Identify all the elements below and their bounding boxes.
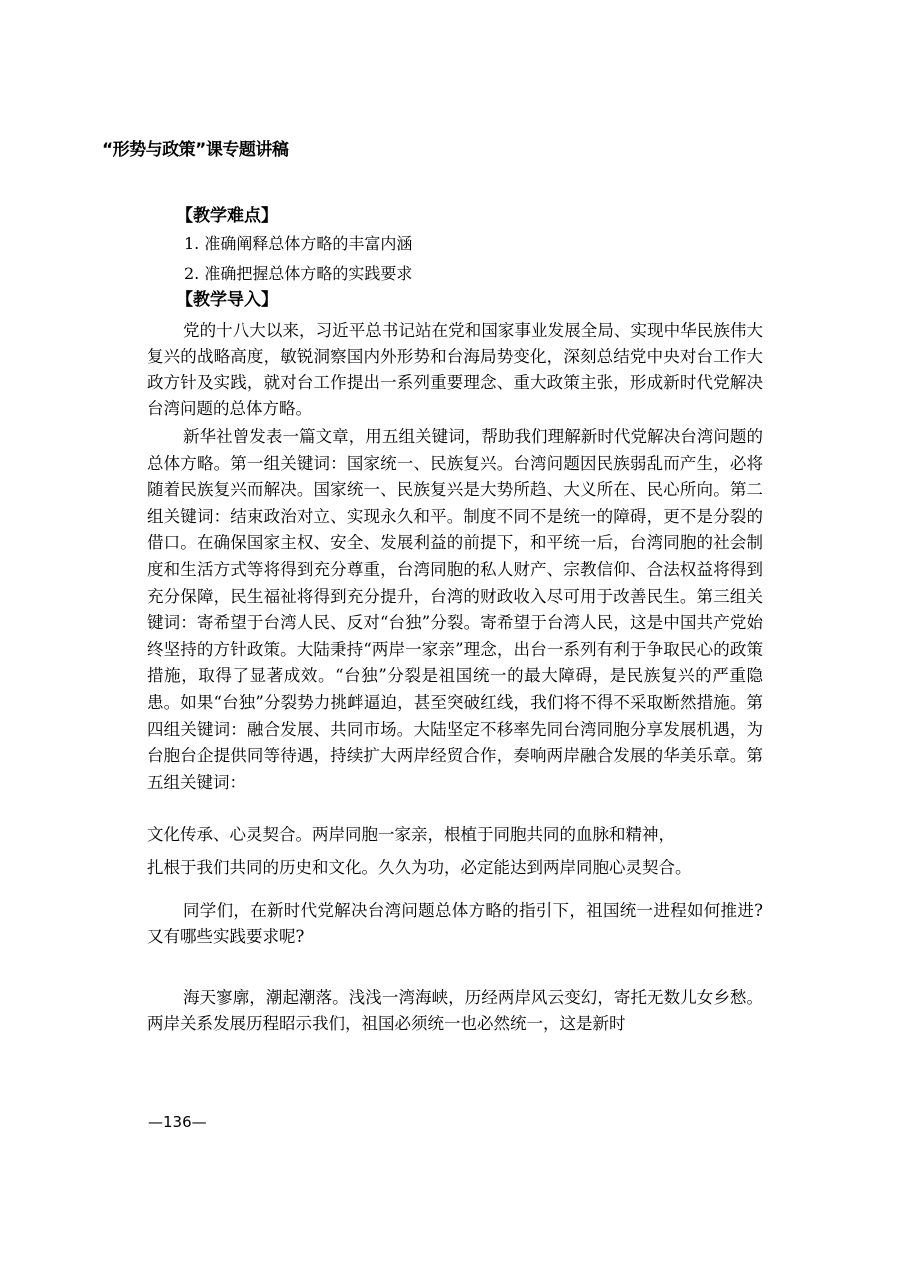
intro-heading: 【教学导入】 (176, 290, 278, 310)
paragraph-intro: 党的十八大以来，习近平总书记站在党和国家事业发展全局、实现中华民族伟大复兴的战略高度，敏锐洞察国内外形势和台海局势变化，深刻总结党中央对台工作大政方针及实践，就对台工作提出一系列重要理念、重大政策主张，形成新时代党解决台湾问题的总体方略。 (147, 321, 763, 418)
difficulty-item-1: 1. 准确阐释总体方略的丰富内涵 (184, 234, 413, 253)
difficulty-item-2: 2. 准确把握总体方略的实践要求 (184, 264, 413, 283)
running-header: “形势与政策”课专题讲稿 (102, 140, 289, 160)
paragraph-keywords-cont-1: 文化传承、心灵契合。两岸同胞一家亲，根植于同胞共同的血脉和精神， (147, 825, 675, 844)
paragraph-strait: 海天寥廓，潮起潮落。浅浅一湾海峡，历经两岸风云变幻，寄托无数儿女乡愁。两岸关系发展历程昭示我们，祖国必须统一也必然统一，这是新时 (147, 988, 763, 1033)
difficulty-heading: 【教学难点】 (176, 206, 278, 226)
paragraph-question: 同学们，在新时代党解决台湾问题总体方略的指引下，祖国统一进程如何推进?又有哪些实践要求呢? (147, 901, 763, 946)
page-number: —136— (148, 1113, 207, 1131)
paragraph-keywords: 新华社曾发表一篇文章，用五组关键词，帮助我们理解新时代党解决台湾问题的总体方略。第一组关键词：国家统一、民族复兴。台湾问题因民族弱乱而产生，必将随着民族复兴而解决。国家统一、民族复兴是大势所趋、大义所在、民心所向。第二组关键词：结束政治对立、实现永久和平。制度不同不是统一的障碍，更不是分裂的借口。在确保国家主权、安全、发展利益的前提下，和平统一后，台湾同胞的社会制度和生活方式等将得到充分尊重，台湾同胞的私人财产、宗教信仰、合法权益将得到充分保障，民生福祉将得到充分提升，台湾的财政收入尽可用于改善民生。第三组关键词：寄希望于台湾人民、反对“台独”分裂。寄希望于台湾人民，这是中国共产党始终坚持的方针政策。大陆秉持“两岸一家亲”理念，出台一系列有利于争取民心的政策措施，取得了显著成效。“台独”分裂是祖国统一的最大障碍，是民族复兴的严重隐患。如果“台独”分裂势力挑衅逼迫，甚至突破红线，我们将不得不采取断然措施。第四组关键词：融合发展、共同市场。大陆坚定不移率先同台湾同胞分享发展机遇，为台胞台企提供同等待遇，持续扩大两岸经贸合作，奏响两岸融合发展的华美乐章。第五组关键词： (147, 427, 763, 792)
paragraph-keywords-cont-2: 扎根于我们共同的历史和文化。久久为功，必定能达到两岸同胞心灵契合。 (147, 858, 692, 877)
